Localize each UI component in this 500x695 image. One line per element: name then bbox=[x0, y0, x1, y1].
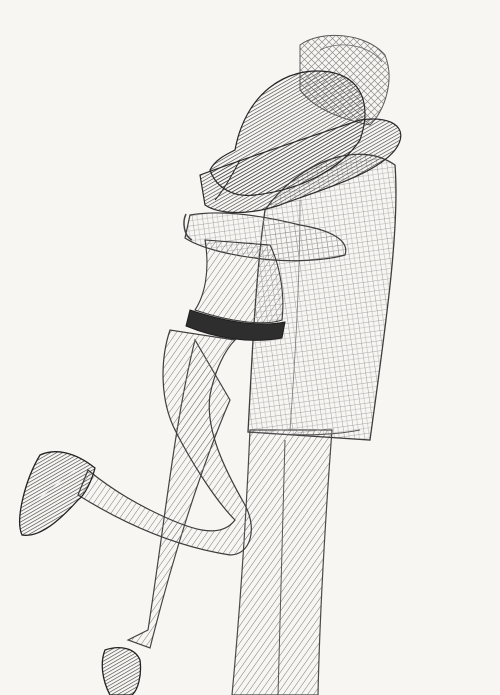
woman-shoe-standing bbox=[102, 648, 140, 695]
woman-torso bbox=[195, 240, 283, 323]
